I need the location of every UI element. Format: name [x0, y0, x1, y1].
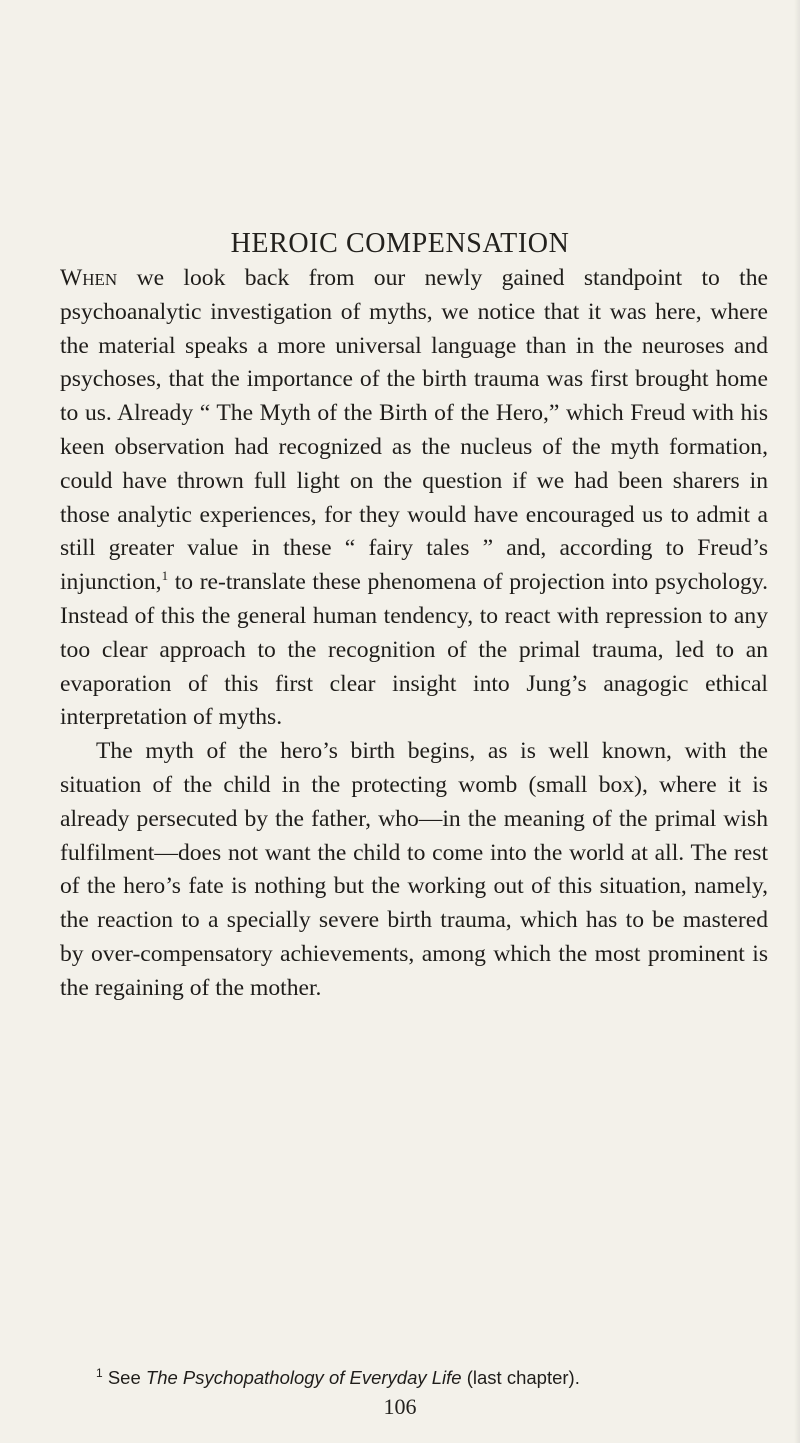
paragraph-1-text-b: to re-translate these phenomena of projection into psychology. Instead of this the general human tendency, to react with repression to any too clear approach to the recognition of the primal trauma, led to an evaporation of this first clear insight into Jung’s anagogic ethical interpretation of myths. [60, 569, 768, 731]
body-text [60, 262, 768, 1006]
footnote-prefix: See [102, 1367, 146, 1388]
footnote-reference[interactable]: 1 [161, 568, 169, 584]
page-edge-shadow [794, 0, 800, 1443]
paragraph-2: The myth of the hero’s birth begins, as is well known, with the situation of the child in the protecting womb (small box), where it is already persecuted by the father, who—in the meaning of the primal wish fulfilment—does not want the child to come into the world at all. The rest of the hero’s fate is nothing but the working out of this situation, namely, the reaction to a specially severe birth trauma, which has to be mastered by over-compensatory achievements, among which the most prominent is the regaining of the mother. [60, 738, 768, 1001]
footnote-suffix: (last chapter). [461, 1367, 580, 1388]
chapter-title: HEROIC COMPENSATION [230, 228, 570, 259]
footnote [60, 1366, 768, 1390]
paragraph-1 [60, 262, 768, 735]
paragraph-1-text-a: we look back from our newly gained standpoint to the psychoanalytic investigation of myths, we notice that it was here, where the material speaks a more universal language than in the neuroses and psychoses, that the importance of the birth trauma was first brought home to us. Already “ The Myth of the Birth of the Hero,” which Freud with his keen observation had recognized as the nucleus of the myth formation, could have thrown full light on the question if we had been sharers in those analytic experiences, for they would have encouraged us to admit a still greater value in these “ fairy tales ” and, according to Freud’s injunction, [60, 265, 768, 596]
footnote-marker: 1 [96, 1365, 103, 1380]
page-number: 106 [383, 1394, 417, 1419]
lead-word: When [60, 265, 118, 291]
footnote-book-title: The Psychopathology of Everyday Life [145, 1367, 462, 1388]
